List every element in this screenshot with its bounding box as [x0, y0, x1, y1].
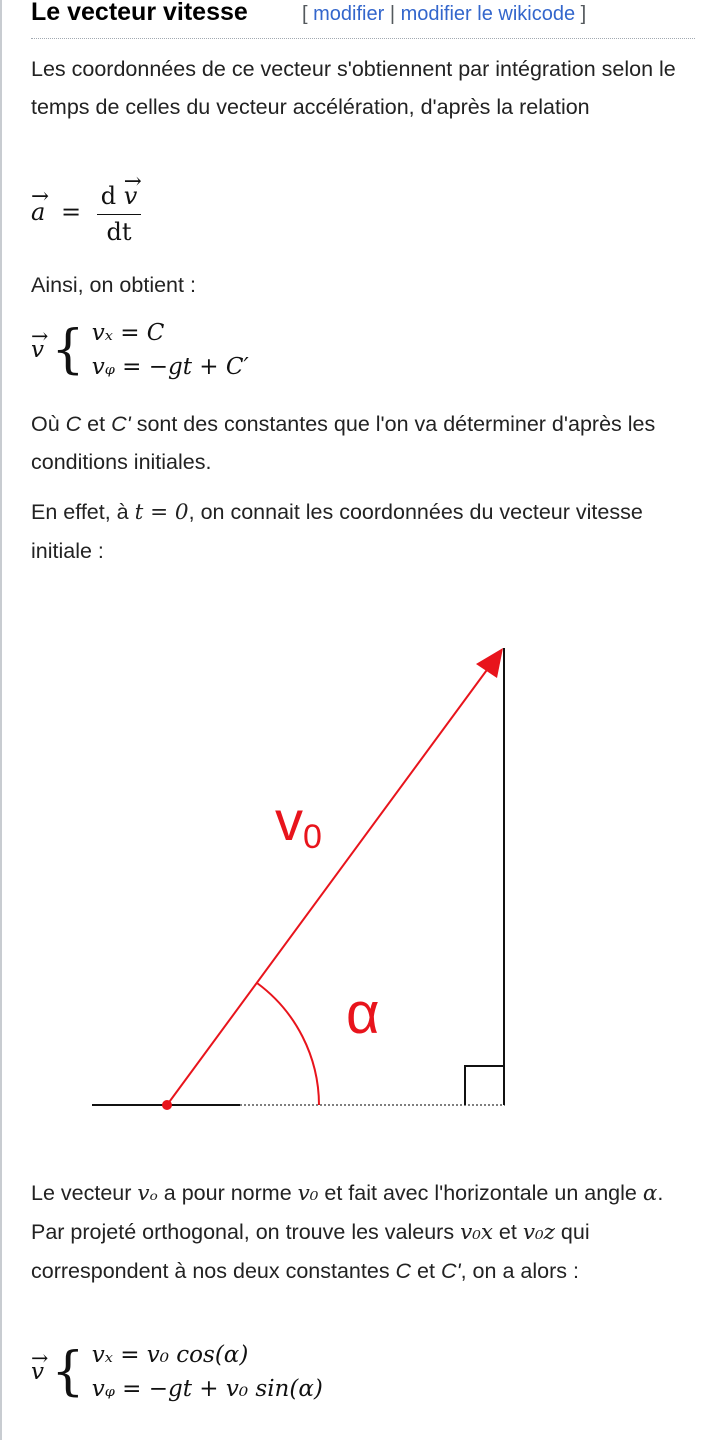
paragraph-constants — [31, 405, 695, 481]
edit-wikicode-link[interactable]: modifier le wikicode — [400, 3, 576, 25]
para4-t1: En effet, à — [31, 500, 135, 524]
eq1-denominator: dt — [106, 218, 132, 246]
eq2-vector: → v — [31, 337, 44, 363]
eq1-lhs: → a — [31, 198, 45, 226]
eq3-row2: vᵩ = −gt + v₀ sin(α) — [91, 1376, 323, 1402]
para3-t2: et — [81, 412, 112, 436]
eq2-row2: vᵩ = −gt + C′ — [91, 354, 249, 380]
edit-bracket-close: ] — [575, 3, 587, 25]
eq1-equals: = — [60, 198, 82, 226]
edit-link[interactable]: modifier — [313, 3, 385, 25]
para5-m3: v₀x — [460, 1220, 493, 1245]
paragraph-ainsi: Ainsi, on obtient : — [31, 273, 196, 297]
edit-bracket-open: [ — [302, 3, 314, 25]
section-title: Le vecteur vitesse — [31, 0, 248, 26]
angle-label: α — [346, 981, 380, 1046]
para5-m1: v₀ — [297, 1181, 319, 1206]
paragraph-intro: Les coordonnées de ce vecteur s'obtiennent par intégration selon le temps de celles du vecteur accélération, d'après la relation — [31, 57, 676, 119]
para3-t3: sont des constantes que l'on va déterminer d'après les conditions initiales. — [31, 412, 656, 474]
section-heading — [31, 0, 695, 39]
para3-c: C — [65, 412, 82, 436]
para5-t4: . Par projeté orthogonal, on trouve les valeurs — [31, 1181, 664, 1244]
eq2-system — [92, 316, 249, 384]
equation-acceleration — [31, 178, 141, 249]
para5-cprime: C' — [440, 1259, 461, 1283]
eq1-fraction — [97, 178, 142, 249]
velocity-arrowhead — [476, 648, 503, 678]
equation-initial-velocity — [31, 1338, 323, 1406]
para4-math: t = 0 — [134, 500, 189, 525]
para5-m4: v₀z — [522, 1220, 555, 1245]
eq3-row1: vₓ = v₀ cos(α) — [91, 1342, 249, 1368]
eq1-num-v: → v — [124, 178, 138, 214]
eq3-vector: → v — [31, 1359, 44, 1385]
para3-t1: Où — [31, 412, 66, 436]
para5-c: C — [395, 1259, 412, 1283]
eq3-brace: { — [51, 1342, 85, 1402]
vector-label: v0 — [275, 789, 322, 856]
origin-point — [162, 1100, 172, 1110]
para5-t6: qui correspondent à nos deux constantes — [31, 1220, 590, 1283]
eq1-num-d: d — [100, 182, 117, 210]
paragraph-projection — [31, 1174, 695, 1290]
eq2-row1: vₓ = C — [91, 320, 165, 346]
right-angle-mark — [465, 1066, 504, 1105]
velocity-vector-figure — [0, 600, 720, 1140]
eq1-numerator — [97, 178, 142, 215]
para5-t5: et — [492, 1220, 523, 1244]
eq3-system — [92, 1338, 323, 1406]
para5-vec: vₒ — [137, 1181, 158, 1206]
para5-t2: a pour norme — [157, 1181, 298, 1205]
para5-t7: et — [411, 1259, 441, 1283]
para5-t1: Le vecteur — [31, 1181, 138, 1205]
edit-section-links — [302, 3, 586, 26]
angle-arc — [257, 983, 319, 1105]
para3-cprime: C' — [111, 412, 131, 436]
equation-velocity-system — [31, 316, 249, 384]
para4-t2: , on connait les coordonnées du vecteur vitesse initiale : — [31, 500, 643, 563]
paragraph-initial — [31, 493, 695, 570]
para5-t8: , on a alors : — [460, 1259, 579, 1283]
edit-separator: | — [384, 3, 401, 25]
para5-t3: et fait avec l'horizontale un angle — [318, 1181, 643, 1205]
para5-m2: α — [642, 1181, 658, 1206]
velocity-vector-line — [167, 663, 492, 1105]
eq2-brace: { — [51, 320, 85, 380]
